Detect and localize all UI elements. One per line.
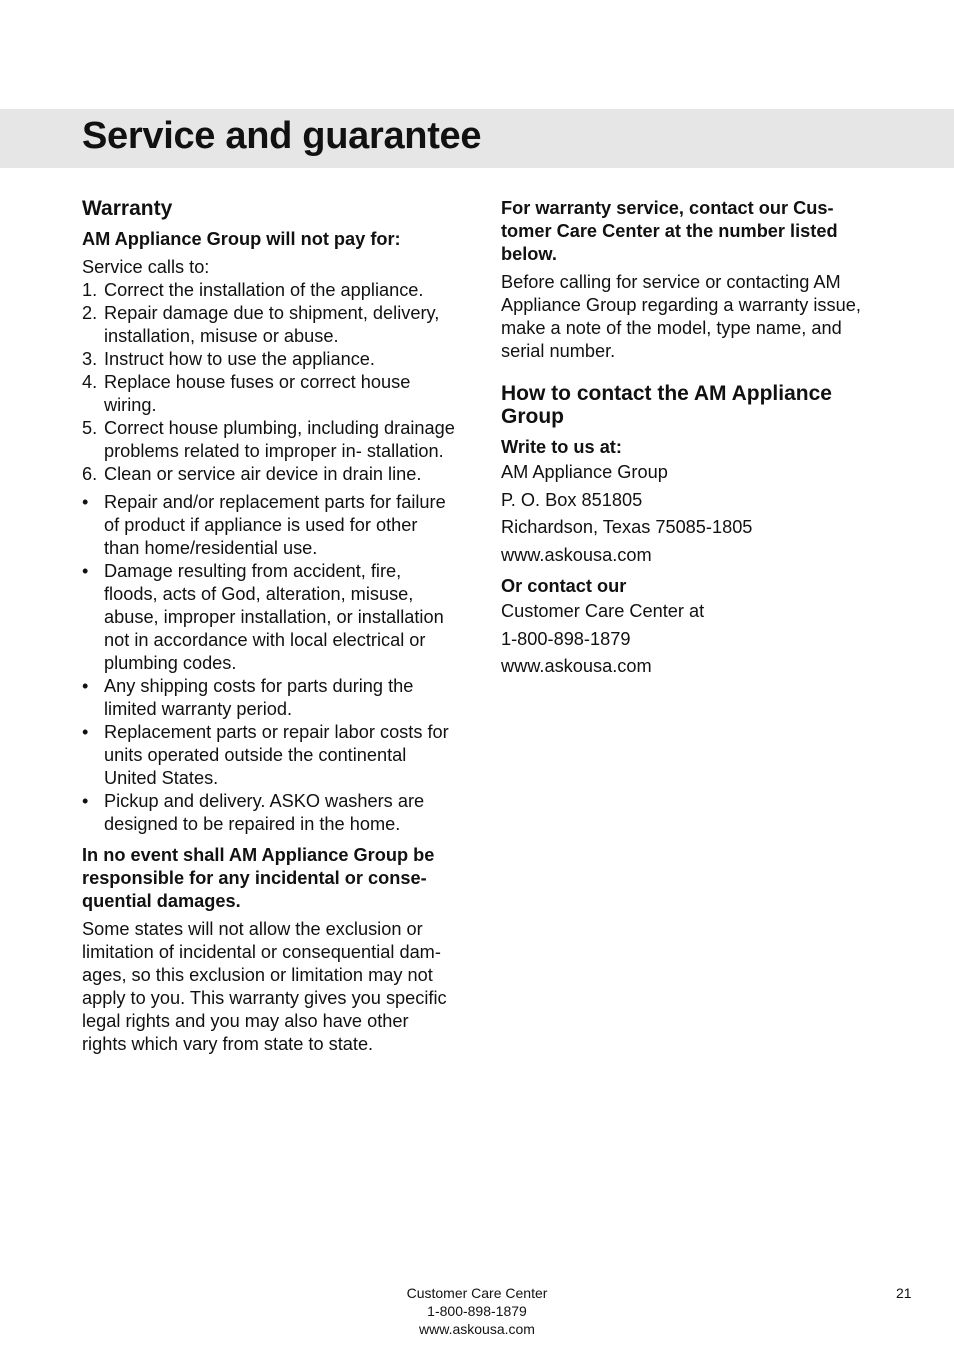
warranty-heading: Warranty — [82, 197, 173, 220]
item-text: Clean or service air device in drain line. — [104, 464, 422, 484]
care-center-info — [501, 598, 881, 681]
address-line: AM Appliance Group — [501, 462, 668, 482]
list-item — [82, 721, 457, 790]
item-number: 5. — [82, 418, 98, 438]
service-lead: For warranty service, contact our Cus- tomer Care Center at the number listed below. — [501, 198, 838, 264]
list-item — [82, 463, 457, 486]
item-text: Replace house fuses or correct house wiring. — [104, 372, 411, 415]
item-text: Any shipping costs for parts during the limited warranty period. — [104, 676, 414, 719]
item-text: Correct house plumbing, including drainage problems related to improper in- stallation. — [104, 418, 455, 461]
website-link[interactable]: www.askousa.com — [501, 656, 652, 677]
disclaimer-bold: In no event shall AM Appliance Group be responsible for any incidental or conse- quential damages. — [82, 845, 435, 911]
list-item — [82, 790, 457, 836]
list-item — [82, 560, 457, 675]
page-footer — [0, 1284, 954, 1338]
bullet-icon: • — [82, 492, 89, 512]
item-number: 2. — [82, 303, 98, 323]
service-calls-list — [82, 279, 457, 486]
list-item — [82, 302, 457, 348]
or-contact-label: Or contact our — [501, 575, 627, 596]
website-link[interactable]: www.askousa.com — [501, 545, 652, 566]
footer-line: Customer Care Center — [406, 1285, 548, 1301]
item-number: 6. — [82, 464, 98, 484]
item-text: Repair damage due to shipment, delivery, installation, misuse or abuse. — [104, 303, 440, 346]
phone-number: 1-800-898-1879 — [501, 628, 631, 649]
warranty-subheading: AM Appliance Group will not pay for: — [82, 229, 401, 249]
bullet-icon: • — [82, 676, 89, 696]
list-item — [82, 417, 457, 463]
item-text: Instruct how to use the appliance. — [104, 349, 375, 369]
warranty-column — [82, 197, 457, 1056]
page-number: 21 — [896, 1285, 912, 1301]
service-calls-intro: Service calls to: — [82, 257, 210, 277]
item-text: Repair and/or replacement parts for failure of product if appliance is used for other than home/residential use. — [104, 492, 446, 558]
item-text: Replacement parts or repair labor costs for units operated outside the continental United States. — [104, 722, 449, 788]
address-line: P. O. Box 851805 — [501, 489, 643, 510]
list-item — [82, 348, 457, 371]
item-number: 4. — [82, 372, 98, 392]
disclaimer-text: Some states will not allow the exclusion or limitation of incidental or consequential dam- ages, so this exclusion or limitation may not apply to you. This warranty gives you specific legal rights and you may also have other rights which vary from state to state. — [82, 919, 447, 1054]
care-center-line: Customer Care Center at — [501, 600, 705, 621]
bullet-icon: • — [82, 561, 89, 581]
contact-heading: How to contact the AM Appliance Group — [501, 382, 832, 428]
bullet-icon: • — [82, 722, 89, 742]
item-text: Pickup and delivery. ASKO washers are designed to be repaired in the home. — [104, 791, 425, 834]
contact-column — [501, 197, 881, 681]
address-line: Richardson, Texas 75085-1805 — [501, 517, 753, 538]
list-item — [82, 675, 457, 721]
page-title: Service and guarantee — [82, 115, 482, 157]
item-number: 1. — [82, 280, 98, 300]
list-item — [82, 491, 457, 560]
item-number: 3. — [82, 349, 98, 369]
list-item — [82, 279, 457, 302]
footer-website: www.askousa.com — [419, 1321, 535, 1337]
item-text: Damage resulting from accident, fire, floods, acts of God, alteration, misuse, abuse, improper installation, or installation not in accordance with local electrical or plumbing codes. — [104, 561, 444, 673]
item-text: Correct the installation of the appliance. — [104, 280, 424, 300]
exclusions-list — [82, 491, 457, 836]
bullet-icon: • — [82, 791, 89, 811]
mailing-address — [501, 459, 881, 570]
list-item — [82, 371, 457, 417]
service-text: Before calling for service or contacting AM Appliance Group regarding a warranty issue, make a note of the model, type name, and serial number. — [501, 272, 861, 361]
footer-phone: 1-800-898-1879 — [427, 1303, 527, 1319]
write-label: Write to us at: — [501, 437, 622, 457]
